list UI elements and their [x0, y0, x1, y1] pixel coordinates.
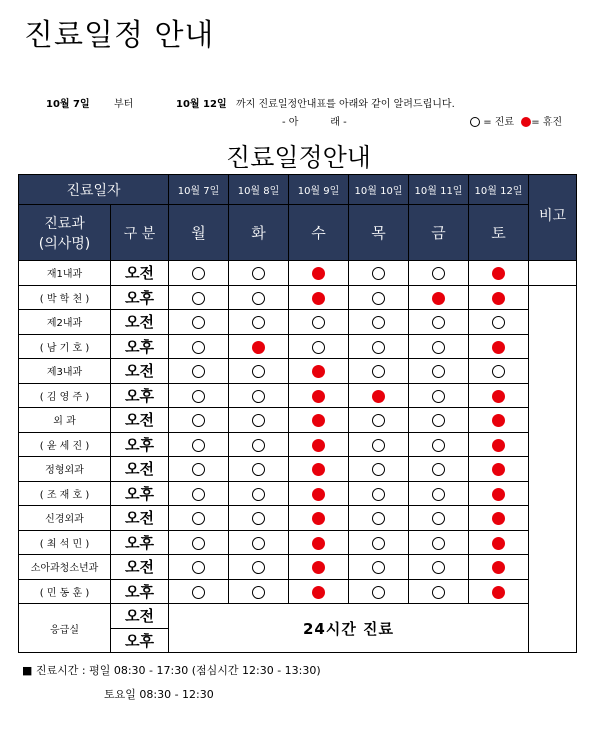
schedule-cell: [349, 481, 409, 506]
schedule-cell: [469, 555, 529, 580]
schedule-cell: [289, 383, 349, 408]
closed-circle-icon: [492, 439, 505, 452]
closed-circle-icon: [492, 414, 505, 427]
schedule-cell: [169, 383, 229, 408]
open-circle-icon: [372, 439, 385, 452]
open-circle-icon: [252, 414, 265, 427]
header-row-days: [19, 205, 577, 261]
open-circle-icon: [372, 365, 385, 378]
dept-name: 제3내과: [19, 359, 111, 384]
footer-hours-weekday: ■ 진료시간 : 평일 08:30 - 17:30 (점심시간 12:30 - 13:30): [22, 664, 321, 677]
closed-circle-icon: [492, 488, 505, 501]
open-circle-icon: [432, 316, 445, 329]
table-row: [19, 530, 577, 555]
closed-circle-icon: [252, 341, 265, 354]
closed-circle-icon: [432, 292, 445, 305]
schedule-cell: [409, 579, 469, 604]
schedule-cell: [289, 310, 349, 335]
schedule-cell: [349, 530, 409, 555]
open-circle-icon: [192, 488, 205, 501]
schedule-cell: [469, 432, 529, 457]
schedule-cell: [349, 457, 409, 482]
open-circle-icon: [252, 488, 265, 501]
pm-label: 오후: [111, 432, 169, 457]
open-circle-icon: [192, 439, 205, 452]
date-header: 10월 10일: [349, 175, 409, 205]
doctor-name: ( 김 영 주 ): [19, 383, 111, 408]
closed-circle-icon: [492, 341, 505, 354]
schedule-cell: [409, 457, 469, 482]
table-row: [19, 604, 577, 629]
doctor-name: ( 최 석 민 ): [19, 530, 111, 555]
open-circle-icon: [312, 316, 325, 329]
am-label: 오전: [111, 261, 169, 286]
open-circle-icon: [252, 365, 265, 378]
open-circle-icon: [192, 414, 205, 427]
emergency-name: 응급실: [19, 604, 111, 653]
table-row: [19, 408, 577, 433]
table-row: [19, 481, 577, 506]
pm-label: 오후: [111, 530, 169, 555]
schedule-cell: [349, 285, 409, 310]
schedule-cell: [229, 310, 289, 335]
closed-circle-icon: [521, 117, 531, 127]
schedule-cell: [229, 334, 289, 359]
am-label: 오전: [111, 604, 169, 629]
schedule-cell: [289, 408, 349, 433]
open-circle-icon: [372, 316, 385, 329]
dept-name: 재1내과: [19, 261, 111, 286]
schedule-cell: [169, 334, 229, 359]
open-circle-icon: [192, 512, 205, 525]
dept-name: 제2내과: [19, 310, 111, 335]
schedule-cell: [349, 383, 409, 408]
closed-circle-icon: [312, 537, 325, 550]
schedule-cell: [469, 359, 529, 384]
day-header: 금: [409, 205, 469, 261]
schedule-cell: [169, 285, 229, 310]
open-circle-icon: [372, 488, 385, 501]
schedule-cell: [469, 579, 529, 604]
closed-circle-icon: [492, 463, 505, 476]
open-circle-icon: [192, 463, 205, 476]
notice-end-date: 10월 12일: [176, 99, 227, 110]
open-circle-icon: [432, 341, 445, 354]
closed-circle-icon: [312, 365, 325, 378]
schedule-cell: [169, 261, 229, 286]
open-circle-icon: [192, 316, 205, 329]
notice-below: - 아 래 -: [282, 117, 347, 128]
schedule-cell: [229, 261, 289, 286]
schedule-cell: [169, 457, 229, 482]
open-circle-icon: [432, 414, 445, 427]
schedule-cell: [349, 555, 409, 580]
open-circle-icon: [470, 117, 480, 127]
pm-label: 오후: [111, 481, 169, 506]
schedule-cell: [409, 432, 469, 457]
schedule-cell: [409, 334, 469, 359]
schedule-cell: [469, 261, 529, 286]
closed-circle-icon: [492, 267, 505, 280]
page-title: 진료일정 안내: [24, 18, 215, 53]
table-row: [19, 457, 577, 482]
open-circle-icon: [252, 316, 265, 329]
schedule-cell: [229, 530, 289, 555]
notice-from-word: 부터: [114, 99, 134, 110]
schedule-cell: [289, 481, 349, 506]
table-row: [19, 310, 577, 335]
schedule-cell: [469, 530, 529, 555]
open-circle-icon: [432, 365, 445, 378]
open-circle-icon: [192, 292, 205, 305]
open-circle-icon: [252, 537, 265, 550]
table-row: [19, 579, 577, 604]
schedule-cell: [289, 579, 349, 604]
schedule-cell: [469, 334, 529, 359]
table-row: [19, 261, 577, 286]
schedule-cell: [229, 383, 289, 408]
open-circle-icon: [252, 390, 265, 403]
date-header: 10월 8일: [229, 175, 289, 205]
date-header: 10월 12일: [469, 175, 529, 205]
schedule-cell: [229, 432, 289, 457]
schedule-cell: [349, 506, 409, 531]
open-circle-icon: [192, 341, 205, 354]
schedule-cell: [349, 359, 409, 384]
closed-circle-icon: [312, 292, 325, 305]
open-circle-icon: [252, 267, 265, 280]
schedule-cell: [469, 457, 529, 482]
open-circle-icon: [432, 463, 445, 476]
table-row: [19, 359, 577, 384]
doctor-name: ( 조 재 호 ): [19, 481, 111, 506]
open-circle-icon: [432, 561, 445, 574]
day-header: 수: [289, 205, 349, 261]
schedule-cell: [169, 359, 229, 384]
open-circle-icon: [492, 365, 505, 378]
day-header: 월: [169, 205, 229, 261]
legend: [470, 113, 562, 128]
schedule-cell: [409, 359, 469, 384]
schedule-cell: [349, 261, 409, 286]
schedule-cell: [349, 334, 409, 359]
closed-circle-icon: [492, 292, 505, 305]
open-circle-icon: [372, 414, 385, 427]
open-circle-icon: [252, 561, 265, 574]
schedule-cell: [169, 432, 229, 457]
schedule-cell: [469, 310, 529, 335]
dept-header: 진료과 (의사명): [19, 205, 111, 261]
am-label: 오전: [111, 555, 169, 580]
schedule-cell: [289, 432, 349, 457]
table-row: [19, 383, 577, 408]
schedule-cell: [409, 555, 469, 580]
closed-circle-icon: [372, 390, 385, 403]
table-row: [19, 334, 577, 359]
table-row: [19, 506, 577, 531]
schedule-table: [18, 174, 577, 653]
open-circle-icon: [372, 512, 385, 525]
dept-name: 정형외과: [19, 457, 111, 482]
open-circle-icon: [432, 512, 445, 525]
schedule-cell: [289, 506, 349, 531]
schedule-cell: [229, 359, 289, 384]
schedule-cell: [469, 481, 529, 506]
open-circle-icon: [252, 439, 265, 452]
closed-circle-icon: [492, 512, 505, 525]
schedule-cell: [169, 481, 229, 506]
schedule-cell: [289, 334, 349, 359]
schedule-cell: [409, 408, 469, 433]
note-cell: [529, 261, 577, 286]
open-circle-icon: [432, 488, 445, 501]
schedule-cell: [229, 481, 289, 506]
schedule-cell: [289, 530, 349, 555]
day-header: 토: [469, 205, 529, 261]
open-circle-icon: [192, 561, 205, 574]
closed-circle-icon: [492, 537, 505, 550]
doctor-name: ( 민 동 훈 ): [19, 579, 111, 604]
header-label: 진료일자: [19, 175, 169, 205]
note-header: 비고: [529, 175, 577, 261]
day-header: 화: [229, 205, 289, 261]
closed-circle-icon: [312, 390, 325, 403]
pm-label: 오후: [111, 285, 169, 310]
open-circle-icon: [432, 586, 445, 599]
schedule-cell: [169, 530, 229, 555]
schedule-cell: [469, 285, 529, 310]
emergency-hours: 24시간 진료: [169, 604, 529, 653]
open-circle-icon: [432, 439, 445, 452]
open-circle-icon: [192, 390, 205, 403]
schedule-cell: [169, 579, 229, 604]
open-circle-icon: [372, 292, 385, 305]
schedule-cell: [289, 359, 349, 384]
open-circle-icon: [372, 537, 385, 550]
open-circle-icon: [372, 561, 385, 574]
doctor-name: ( 윤 세 진 ): [19, 432, 111, 457]
doctor-name: ( 박 학 천 ): [19, 285, 111, 310]
schedule-cell: [409, 506, 469, 531]
open-circle-icon: [192, 537, 205, 550]
closed-circle-icon: [312, 439, 325, 452]
dept-name: 외 과: [19, 408, 111, 433]
legend-open-label: = 진료: [483, 117, 515, 128]
closed-circle-icon: [312, 488, 325, 501]
am-label: 오전: [111, 359, 169, 384]
header-row-dates: [19, 175, 577, 205]
footer-hours-saturday: 토요일 08:30 - 12:30: [104, 688, 214, 701]
open-circle-icon: [252, 463, 265, 476]
notice-start-date: 10월 7일: [46, 99, 90, 110]
doctor-name: ( 남 기 호 ): [19, 334, 111, 359]
date-header: 10월 11일: [409, 175, 469, 205]
schedule-cell: [289, 457, 349, 482]
schedule-title: 진료일정안내: [226, 143, 371, 172]
schedule-cell: [229, 506, 289, 531]
closed-circle-icon: [312, 512, 325, 525]
schedule-cell: [229, 408, 289, 433]
type-header: 구 분: [111, 205, 169, 261]
schedule-cell: [229, 285, 289, 310]
open-circle-icon: [192, 267, 205, 280]
schedule-cell: [349, 432, 409, 457]
table-row: [19, 432, 577, 457]
am-label: 오전: [111, 457, 169, 482]
schedule-cell: [469, 506, 529, 531]
open-circle-icon: [372, 463, 385, 476]
schedule-cell: [289, 285, 349, 310]
open-circle-icon: [432, 267, 445, 280]
dept-name: 소아과청소년과: [19, 555, 111, 580]
pm-label: 오후: [111, 628, 169, 653]
schedule-cell: [289, 555, 349, 580]
closed-circle-icon: [312, 586, 325, 599]
open-circle-icon: [492, 316, 505, 329]
am-label: 오전: [111, 408, 169, 433]
schedule-cell: [409, 310, 469, 335]
legend-closed-label: = 휴진: [531, 117, 563, 128]
schedule-cell: [409, 285, 469, 310]
schedule-cell: [409, 481, 469, 506]
schedule-cell: [229, 457, 289, 482]
open-circle-icon: [192, 365, 205, 378]
open-circle-icon: [432, 390, 445, 403]
open-circle-icon: [252, 586, 265, 599]
open-circle-icon: [192, 586, 205, 599]
table-row: [19, 285, 577, 310]
closed-circle-icon: [492, 390, 505, 403]
schedule-cell: [409, 530, 469, 555]
note-cell: [529, 285, 577, 653]
schedule-cell: [409, 383, 469, 408]
closed-circle-icon: [492, 561, 505, 574]
open-circle-icon: [372, 586, 385, 599]
date-header: 10월 7일: [169, 175, 229, 205]
dept-name: 신경외과: [19, 506, 111, 531]
schedule-cell: [469, 408, 529, 433]
date-header: 10월 9일: [289, 175, 349, 205]
pm-label: 오후: [111, 383, 169, 408]
am-label: 오전: [111, 506, 169, 531]
table-row: [19, 555, 577, 580]
day-header: 목: [349, 205, 409, 261]
open-circle-icon: [312, 341, 325, 354]
schedule-cell: [169, 506, 229, 531]
schedule-cell: [349, 408, 409, 433]
closed-circle-icon: [312, 463, 325, 476]
schedule-cell: [169, 555, 229, 580]
closed-circle-icon: [312, 414, 325, 427]
open-circle-icon: [252, 292, 265, 305]
pm-label: 오후: [111, 579, 169, 604]
open-circle-icon: [372, 267, 385, 280]
schedule-cell: [469, 383, 529, 408]
schedule-cell: [289, 261, 349, 286]
closed-circle-icon: [312, 561, 325, 574]
schedule-cell: [229, 579, 289, 604]
schedule-cell: [349, 579, 409, 604]
schedule-cell: [169, 408, 229, 433]
notice-message: 까지 진료일정안내표를 아래와 같이 알려드립니다.: [236, 99, 455, 110]
schedule-cell: [229, 555, 289, 580]
pm-label: 오후: [111, 334, 169, 359]
closed-circle-icon: [492, 586, 505, 599]
schedule-cell: [349, 310, 409, 335]
open-circle-icon: [372, 341, 385, 354]
closed-circle-icon: [312, 267, 325, 280]
schedule-cell: [169, 310, 229, 335]
open-circle-icon: [432, 537, 445, 550]
open-circle-icon: [252, 512, 265, 525]
schedule-cell: [409, 261, 469, 286]
am-label: 오전: [111, 310, 169, 335]
